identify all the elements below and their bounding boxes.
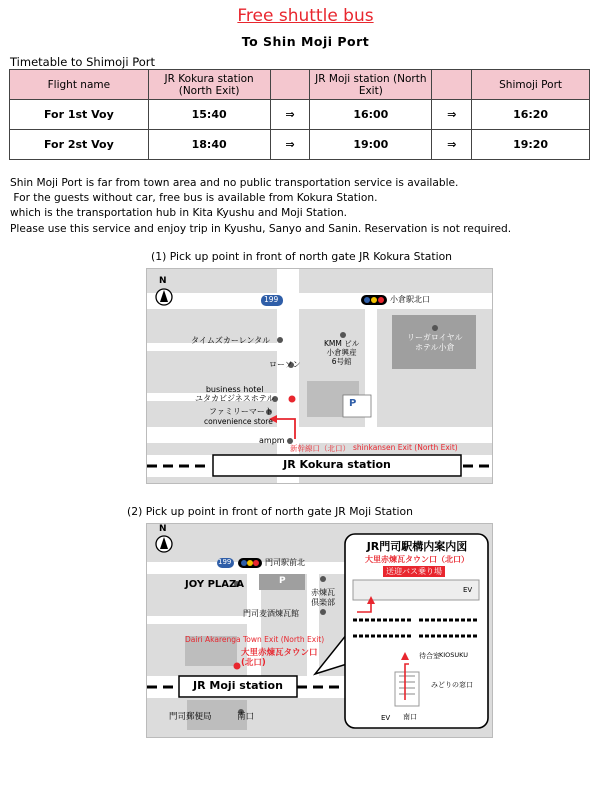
header-cell: Shimoji Port [472, 70, 590, 100]
kmm-line: 6号館 [331, 357, 352, 366]
page-subtitle: To Shin Moji Port [241, 34, 370, 49]
flight-name-cell: For 1st Voy [10, 100, 149, 130]
header-cell: JR Kokura station (North Exit) [148, 70, 270, 100]
riga-hotel-label [407, 333, 463, 353]
time-cell: 15:40 [148, 100, 270, 130]
time-cell: 19:00 [310, 130, 432, 160]
page-title: Free shuttle bus [237, 6, 374, 26]
dairi-exit-line: (北口) [241, 658, 266, 668]
flight-name-cell: For 2st Voy [10, 130, 149, 160]
inset-ev2-label: EV [381, 714, 391, 722]
description-line: which is the transportation hub in Kita Kyushu and Moji Station. [10, 207, 348, 220]
familymart-label: ファミリーマート [209, 407, 273, 416]
map2-caption: (2) Pick up point in front of north gate JR Moji Station [127, 505, 413, 518]
time-cell: 18:40 [148, 130, 270, 160]
riga-line: リーガロイヤル [407, 333, 463, 342]
intersection-label: 小倉駅北口 [390, 295, 430, 304]
lawson-label: ローソン [269, 360, 301, 369]
kokura-map [146, 268, 493, 484]
business-hotel-line: business hotel [205, 385, 264, 394]
inset-exit-label: 大里赤煉瓦タウン口（北口） [365, 555, 469, 564]
dairi-exit-jp [241, 648, 318, 668]
ticket-office-label: みどりの窓口 [431, 681, 473, 689]
inset-ev-label: EV [463, 586, 473, 594]
map1-caption: (1) Pick up point in front of north gate JR Kokura Station [151, 250, 453, 263]
inset-bus-stop-label: 送迎バス乗り場 [383, 566, 445, 577]
south-exit-label: 南口 [237, 712, 255, 722]
timetable-caption: Timetable to Shimoji Port [10, 55, 155, 69]
arrow-cell: ⇒ [432, 130, 472, 160]
joy-plaza-label: JOY PLAZA [185, 579, 245, 590]
header-cell: JR Moji station (North Exit) [310, 70, 432, 100]
table-row [10, 130, 590, 160]
north-indicator: N [159, 524, 167, 534]
arrow-cell: ⇒ [432, 100, 472, 130]
waiting-room-label: 待合室 [419, 652, 440, 660]
kmm-line: KMM ビル [324, 339, 360, 348]
kmm-line: 小倉興産 [326, 348, 357, 357]
business-hotel-line: ユタカビジネスホテル [195, 394, 275, 403]
description-line: Please use this service and enjoy trip in Kyushu, Sanyo and Sanin. Reservation is not required. [10, 222, 512, 235]
time-cell: 19:20 [472, 130, 590, 160]
times-rental-label: タイムズカーレンタル [191, 336, 271, 345]
timetable [9, 69, 590, 160]
description [10, 176, 511, 237]
parking-icon: P [279, 576, 286, 586]
timetable-header-row [10, 70, 590, 100]
north-indicator: N [159, 276, 167, 286]
brewery-label: 門司麦酒煉瓦館 [243, 609, 299, 618]
header-cell: Flight name [10, 70, 149, 100]
post-office-label: 門司郵便局 [169, 712, 212, 722]
akarenga-line: 赤煉瓦 [311, 588, 335, 597]
dairi-exit-line: 大里赤煉瓦タウン口 [241, 648, 318, 658]
moji-map [146, 523, 493, 738]
convenience-store-label: convenience store [204, 417, 273, 426]
parking-icon: P [349, 398, 357, 409]
time-cell: 16:00 [310, 100, 432, 130]
riga-line: ホテル小倉 [414, 343, 455, 352]
business-hotel-label [195, 385, 274, 403]
header-cell [432, 70, 472, 100]
arrow-cell: ⇒ [270, 100, 310, 130]
inset-title: JR門司駅構内案内図 [366, 540, 468, 553]
ampm-label: ampm [259, 436, 285, 445]
inset-south-label: 南口 [403, 713, 417, 721]
kokura-station-label: JR Kokura station [283, 458, 391, 471]
arrow-cell: ⇒ [270, 130, 310, 160]
moji-station-label: JR Moji station [193, 679, 283, 692]
kmm-building-label [324, 339, 359, 366]
description-line: Shin Moji Port is far from town area and no public transportation service is available. [10, 177, 459, 189]
dairi-exit-en: Dairi Akarenga Town Exit (North Exit) [185, 635, 325, 644]
description-line: For the guests without car, free bus is available from Kokura Station. [10, 192, 378, 205]
route-199-label: 199 [264, 295, 279, 304]
shinkansen-exit-jp: 新幹線口（北口） [290, 444, 350, 453]
table-row [10, 100, 590, 130]
kiosk-label: KIOSUKU [439, 651, 469, 659]
akarenga-line: 倶楽部 [311, 598, 335, 607]
route-199-label: 199 [218, 558, 232, 566]
header-cell [270, 70, 310, 100]
intersection-label: 門司駅前北 [265, 558, 305, 567]
shinkansen-exit-en: shinkansen Exit (North Exit) [353, 443, 458, 452]
akarenga-club-label [311, 588, 335, 608]
time-cell: 16:20 [472, 100, 590, 130]
